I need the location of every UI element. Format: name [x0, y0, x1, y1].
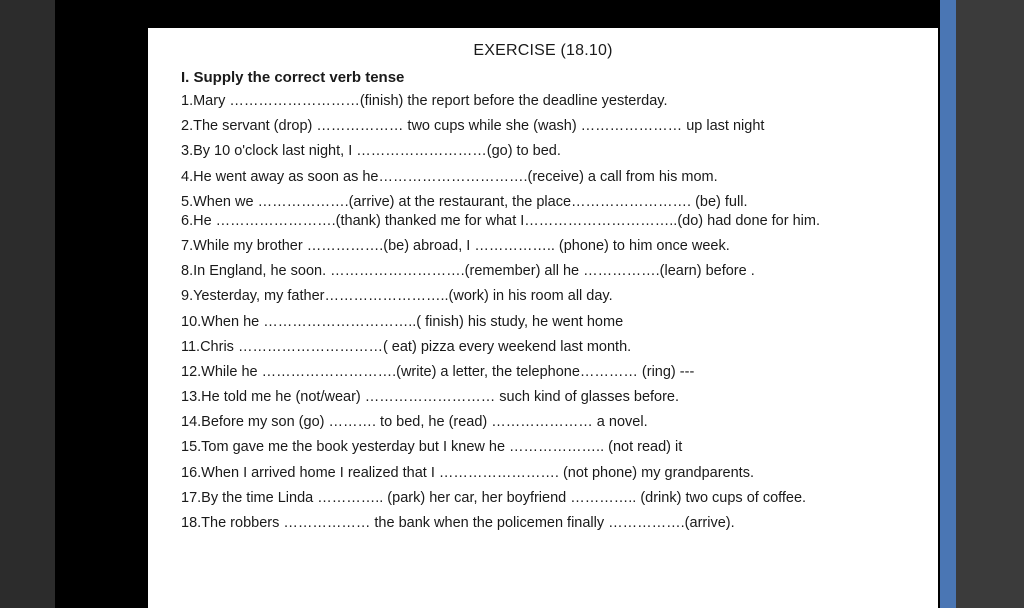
- exercise-item-17: 17.By the time Linda ………….. (park) her car, her boyfriend ………….. (drink) two cups of coffee.: [181, 489, 807, 506]
- section-heading: I. Supply the correct verb tense: [181, 69, 405, 86]
- exercise-item-1: 1.Mary ………………………(finish) the report before the deadline yesterday.: [181, 93, 668, 109]
- right-blue-scrollbar[interactable]: [940, 0, 956, 608]
- exercise-item-12: 12.While he ……………………….(write) a letter, the telephone………… (ring) ---: [181, 363, 695, 380]
- exercise-item-2: 2.The servant (drop) ……………… two cups while she (wash) ………………… up last night: [181, 118, 765, 135]
- exercise-item-3: 3.By 10 o'clock last night, I ………………………(go) to bed.: [181, 143, 561, 160]
- exercise-item-16: 16.When I arrived home I realized that I ……………………. (not phone) my grandparents.: [181, 464, 754, 481]
- exercise-item-4: 4.He went away as soon as he………………………….(receive) a call from his mom.: [181, 168, 718, 185]
- exercise-item-9: 9.Yesterday, my father……………………..(work) in his room all day.: [181, 288, 613, 305]
- exercise-item-13: 13.He told me he (not/wear) ……………………… such kind of glasses before.: [181, 389, 680, 406]
- exercise-item-list: [181, 92, 926, 539]
- document-page: [148, 28, 938, 608]
- exercise-item-11: 11.Chris …………………………( eat) pizza every weekend last month.: [181, 338, 632, 355]
- exercise-item-7: 7.While my brother …………….(be) abroad, I …………….. (phone) to him once week.: [181, 237, 730, 254]
- exercise-item-14: 14.Before my son (go) ………. to bed, he (read) ………………… a novel.: [181, 414, 648, 431]
- exercise-item-15: 15.Tom gave me the book yesterday but I knew he ……………….. (not read) it: [181, 439, 683, 456]
- exercise-item-5: 5.When we ……………….(arrive) at the restaurant, the place……………………. (be) full.: [181, 193, 748, 210]
- exercise-item-8: 8.In England, he soon. ……………………….(remember) all he …………….(learn) before .: [181, 263, 755, 280]
- exercise-title: EXERCISE (18.10): [473, 42, 613, 59]
- exercise-item-6: 6.He …………………….(thank) thanked me for what I…………………………..(do) had done for him.: [181, 212, 820, 229]
- left-dark-panel: [0, 0, 55, 608]
- exercise-item-10: 10.When he …………………………..( finish) his study, he went home: [181, 313, 624, 330]
- exercise-item-18: 18.The robbers ……………… the bank when the policemen finally …………….(arrive).: [181, 515, 735, 531]
